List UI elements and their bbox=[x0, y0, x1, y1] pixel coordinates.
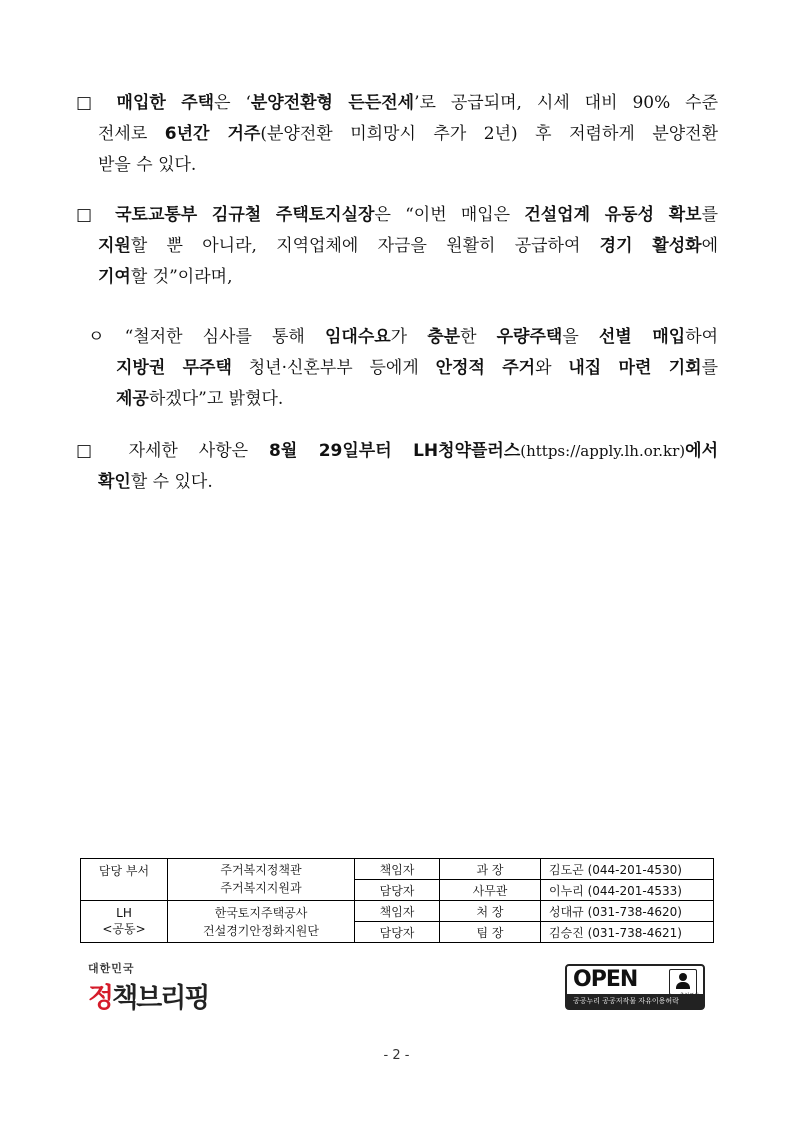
position-cell: 처 장 bbox=[440, 901, 541, 922]
paragraph-1-line-1 bbox=[76, 88, 718, 119]
lh-label-line: <공동> bbox=[102, 922, 146, 936]
bold-text: 8월 29일부터 LH청약플러스 bbox=[269, 441, 521, 461]
bold-text: 확인 bbox=[98, 472, 131, 492]
paragraph-2 bbox=[76, 200, 718, 293]
bullet-square: □ bbox=[76, 441, 108, 461]
table-row bbox=[81, 901, 714, 922]
role-cell: 담당자 bbox=[355, 922, 440, 943]
table-row bbox=[81, 859, 714, 880]
text: “철저한 심사를 통해 bbox=[124, 327, 325, 347]
text: ’로 공급되며, 시세 대비 90% 수준 bbox=[414, 93, 719, 113]
bold-text: 에서 bbox=[685, 441, 719, 461]
role-cell: 담당자 bbox=[355, 880, 440, 901]
bold-text: 안정적 주거 bbox=[435, 358, 536, 378]
bold-text: 건설업계 유동성 확보 bbox=[524, 205, 702, 225]
paragraph-1-line-3: 받을 수 있다. bbox=[98, 155, 197, 175]
org-line: 건설경기안정화지원단 bbox=[203, 923, 319, 938]
bold-text: 6년간 거주 bbox=[164, 124, 261, 144]
bold-text: 분양전환형 든든전세 bbox=[250, 93, 415, 113]
bold-text: 충분 bbox=[427, 327, 461, 347]
policy-briefing-logo bbox=[88, 960, 218, 1016]
text: 를 bbox=[701, 358, 719, 378]
lh-label-line: LH bbox=[116, 906, 132, 920]
bold-text: 지방권 무주택 bbox=[116, 358, 232, 378]
url-text: (https://apply.lh.or.kr) bbox=[520, 442, 686, 460]
role-cell: 책임자 bbox=[355, 901, 440, 922]
paragraph-1 bbox=[76, 88, 718, 181]
text: 를 bbox=[701, 205, 718, 225]
open-license-badge bbox=[565, 964, 705, 1010]
text: 은 ‘ bbox=[214, 93, 251, 113]
text: 전세로 bbox=[98, 124, 165, 144]
bold-text: 제공 bbox=[116, 389, 149, 409]
bold-text: 지원 bbox=[98, 236, 131, 256]
department-org bbox=[168, 859, 355, 901]
paragraph-3 bbox=[88, 322, 718, 415]
lh-org bbox=[168, 901, 355, 943]
text: 을 bbox=[562, 327, 599, 347]
license-strip: 공공누리 공공저작물 자유이용허락 bbox=[567, 994, 703, 1008]
name-cell: 김승진 (031-738-4621) bbox=[541, 922, 714, 943]
text: 하겠다”고 밝혔다. bbox=[148, 389, 284, 409]
bold-text: 선별 매입 bbox=[598, 327, 686, 347]
text: 한 bbox=[460, 327, 497, 347]
paragraph-3-line-2 bbox=[88, 353, 718, 384]
logo-red-char: 정 bbox=[88, 983, 113, 1014]
org-line: 주거복지정책관 bbox=[220, 863, 302, 877]
position-cell: 사무관 bbox=[440, 880, 541, 901]
text: 할 것”이라며, bbox=[130, 267, 233, 287]
bullet-circle: ㅇ bbox=[88, 327, 105, 347]
bold-text: 내집 마련 기회 bbox=[568, 358, 702, 378]
bold-text: 국토교통부 김규철 주택토지실장 bbox=[115, 205, 375, 225]
bullet-square: □ bbox=[76, 93, 102, 113]
page-number: - 2 - bbox=[383, 1048, 410, 1063]
logo-small-text: 대한민국 bbox=[88, 962, 135, 975]
text: 자세한 사항은 bbox=[128, 441, 269, 461]
position-cell: 팀 장 bbox=[440, 922, 541, 943]
text: (분양전환 미희망시 추가 2년) 후 저렴하게 분양전환 bbox=[260, 124, 719, 144]
paragraph-4-line-1 bbox=[76, 436, 718, 467]
bold-text: 기여 bbox=[98, 267, 131, 287]
text: 할 뿐 아니라, 지역업체에 자금을 원활히 공급하여 bbox=[130, 236, 600, 256]
paragraph-4-line-2 bbox=[76, 467, 718, 498]
text: 청년·신혼부부 등에게 bbox=[231, 358, 436, 378]
position-cell: 과 장 bbox=[440, 859, 541, 880]
text: 하여 bbox=[685, 327, 719, 347]
text: 에 bbox=[701, 236, 718, 256]
lh-label bbox=[81, 901, 168, 943]
paragraph-2-line-1 bbox=[76, 200, 718, 231]
bold-text: 임대수요 bbox=[324, 327, 391, 347]
name-cell: 김도곤 (044-201-4530) bbox=[541, 859, 714, 880]
open-word: OPEN bbox=[573, 967, 638, 992]
org-line: 주거복지지원과 bbox=[220, 881, 302, 895]
department-label: 담당 부서 bbox=[81, 859, 168, 901]
text: 가 bbox=[390, 327, 428, 347]
bullet-square: □ bbox=[76, 205, 101, 225]
paragraph-2-line-3 bbox=[76, 262, 718, 293]
name-cell: 이누리 (044-201-4533) bbox=[541, 880, 714, 901]
bold-text: 경기 활성화 bbox=[599, 236, 702, 256]
bold-text: 우량주택 bbox=[496, 327, 563, 347]
logo-big-text bbox=[88, 976, 218, 1015]
contact-table bbox=[80, 858, 714, 943]
logo-rest-text: 책브리핑 bbox=[112, 983, 209, 1014]
paragraph-1-line-2 bbox=[76, 119, 718, 150]
paragraph-3-line-1 bbox=[88, 322, 718, 353]
text: 은 “이번 매입은 bbox=[374, 205, 525, 225]
paragraph-3-line-3 bbox=[88, 384, 718, 415]
paragraph-2-line-2 bbox=[76, 231, 718, 262]
org-line: 한국토지주택공사 bbox=[214, 905, 308, 920]
bold-text: 매입한 주택 bbox=[116, 93, 215, 113]
role-cell: 책임자 bbox=[355, 859, 440, 880]
paragraph-4 bbox=[76, 436, 718, 498]
text: 할 수 있다. bbox=[130, 472, 213, 492]
name-cell: 성대규 (031-738-4620) bbox=[541, 901, 714, 922]
text: 와 bbox=[535, 358, 569, 378]
